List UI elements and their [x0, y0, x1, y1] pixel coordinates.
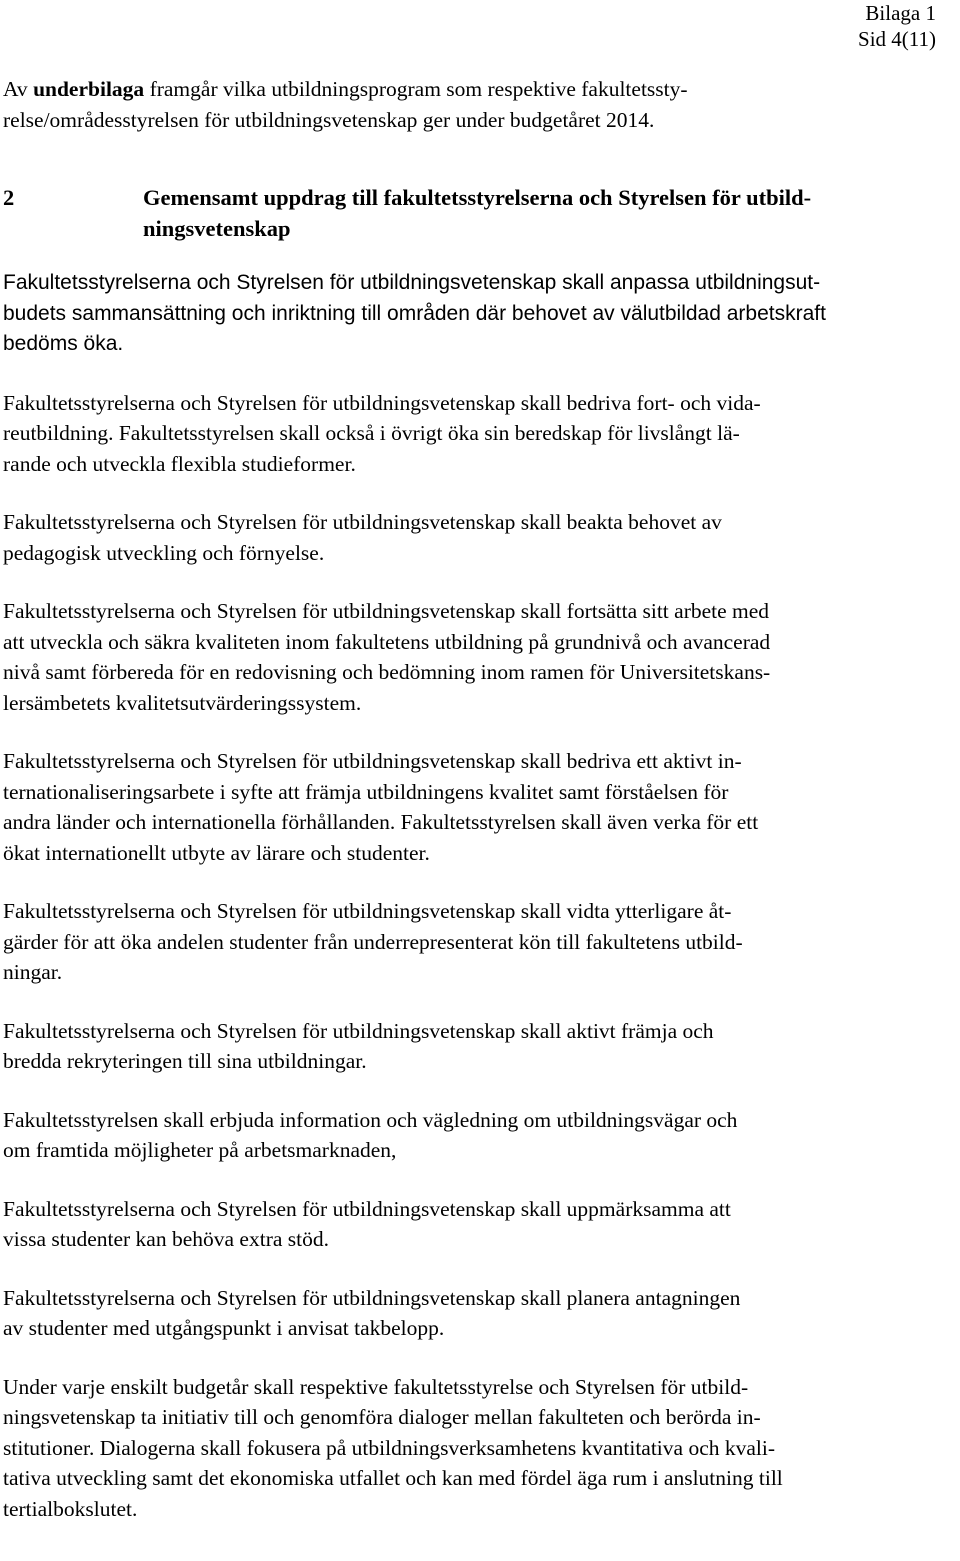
paragraph-line: bredda rekryteringen till sina utbildningar.	[3, 1049, 367, 1073]
paragraph-line: Fakultetsstyrelserna och Styrelsen för utbildningsvetenskap skall bedriva ett aktivt in-	[3, 749, 742, 773]
paragraph-line: om framtida möjligheter på arbetsmarknaden,	[3, 1138, 397, 1162]
paragraph-line: tativa utveckling samt det ekonomiska utfallet och kan med fördel äga rum i anslutning till	[3, 1466, 783, 1490]
paragraph-line: tertialbokslutet.	[3, 1496, 138, 1521]
paragraph-line: att utveckla och säkra kvaliteten inom fakultetens utbildning på grundnivå och avancerad	[3, 629, 771, 654]
intro-line-2: relse/områdesstyrelsen för utbildningsvetenskap ger under budgetåret 2014.	[3, 107, 655, 132]
section-number: 2	[3, 185, 15, 210]
intro-bold-term: underbilaga	[33, 77, 145, 101]
paragraph-line: ökat internationellt utbyte av lärare och studenter.	[3, 840, 430, 865]
body-paragraph	[3, 1016, 955, 1077]
paragraph-line: Fakultetsstyrelserna och Styrelsen för utbildningsvetenskap skall beakta behovet av	[3, 510, 722, 534]
page-number: Sid 4(11)	[858, 27, 936, 51]
paragraph-line: ternationaliseringsarbete i syfte att främja utbildningens kvalitet samt förståelsen för	[3, 779, 729, 804]
attachment-label: Bilaga 1	[865, 1, 936, 25]
section-title	[143, 183, 811, 244]
paragraph-line: lersämbetets kvalitetsutvärderingssystem.	[3, 690, 362, 715]
paragraph-line: ningsvetenskap ta initiativ till och genomföra dialoger mellan fakulteten och berörda in-	[3, 1405, 761, 1429]
paragraph-line: Fakultetsstyrelserna och Styrelsen för utbildningsvetenskap skall vidta ytterligare åt-	[3, 899, 732, 923]
section-title-line-1: Gemensamt uppdrag till fakultetsstyrelserna och Styrelsen för utbild-	[143, 185, 812, 210]
intro-rest: framgår vilka utbildningsprogram som respektive fakultetssty-	[144, 77, 688, 101]
body-paragraph	[3, 268, 955, 360]
paragraph-line: stitutioner. Dialogerna skall fokusera på utbildningsverksamhetens kvantitativa och kvali-	[3, 1435, 776, 1460]
paragraph-line: rande och utveckla flexibla studieformer.	[3, 451, 356, 476]
paragraph-line: Under varje enskilt budgetår skall respektive fakultetsstyrelse och Styrelsen för utbild-	[3, 1374, 749, 1399]
body-paragraph	[3, 746, 955, 868]
body-paragraph	[3, 1283, 955, 1344]
body-paragraph	[3, 507, 955, 568]
body-paragraph	[3, 1372, 955, 1525]
section-heading	[3, 183, 955, 244]
paragraph-line: reutbildning. Fakultetsstyrelsen skall också i övrigt öka sin beredskap för livslångt lä-	[3, 421, 740, 445]
section-title-line-2: ningsvetenskap	[143, 215, 291, 241]
body-paragraph	[3, 596, 955, 718]
paragraph-line: nivå samt förbereda för en redovisning och bedömning inom ramen för Universitetskans-	[3, 660, 771, 684]
body-paragraph	[3, 388, 955, 480]
body-paragraph	[3, 1105, 955, 1166]
intro-prefix: Av	[3, 77, 34, 101]
paragraph-line: ningar.	[3, 960, 63, 984]
paragraph-line: budets sammansättning och inriktning till områden där behovet av välutbildad arbetskraft	[3, 301, 826, 325]
document-body	[3, 74, 955, 1552]
page-header	[858, 0, 936, 52]
body-paragraph	[3, 1194, 955, 1255]
paragraph-line: Fakultetsstyrelserna och Styrelsen för utbildningsvetenskap skall anpassa utbildningsut-	[3, 271, 821, 294]
paragraph-line: Fakultetsstyrelserna och Styrelsen för utbildningsvetenskap skall aktivt främja och	[3, 1018, 714, 1043]
paragraph-list	[3, 268, 955, 1524]
intro-paragraph	[3, 74, 955, 135]
paragraph-line: Fakultetsstyrelserna och Styrelsen för utbildningsvetenskap skall bedriva fort- och vida-	[3, 390, 761, 415]
intro-line-1	[3, 74, 955, 105]
paragraph-line: pedagogisk utveckling och förnyelse.	[3, 540, 325, 565]
paragraph-line: Fakultetsstyrelserna och Styrelsen för utbildningsvetenskap skall uppmärksamma att	[3, 1196, 731, 1221]
paragraph-line: bedöms öka.	[3, 332, 124, 355]
body-paragraph	[3, 896, 955, 988]
paragraph-line: Fakultetsstyrelserna och Styrelsen för utbildningsvetenskap skall fortsätta sitt arbete med	[3, 599, 770, 623]
paragraph-line: Fakultetsstyrelserna och Styrelsen för utbildningsvetenskap skall planera antagningen	[3, 1285, 741, 1310]
paragraph-line: av studenter med utgångspunkt i anvisat takbelopp.	[3, 1316, 445, 1340]
paragraph-line: vissa studenter kan behöva extra stöd.	[3, 1227, 329, 1251]
paragraph-line: Fakultetsstyrelsen skall erbjuda information och vägledning om utbildningsvägar och	[3, 1107, 738, 1132]
paragraph-line: gärder för att öka andelen studenter från underrepresenterat kön till fakultetens utbild-	[3, 929, 743, 954]
paragraph-line: andra länder och internationella förhållanden. Fakultetsstyrelsen skall även verka för ett	[3, 810, 759, 834]
